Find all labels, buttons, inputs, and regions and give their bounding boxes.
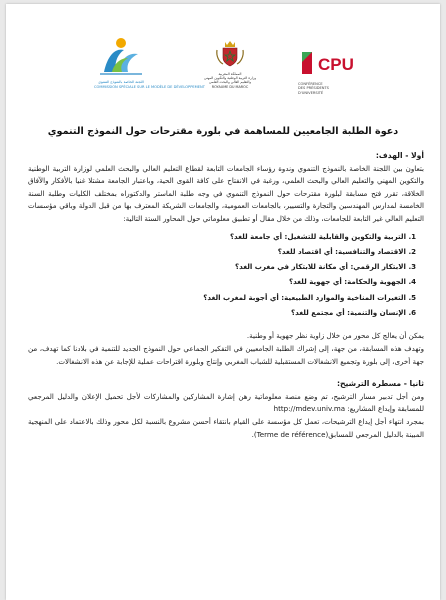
section-procedure-heading: ثانيا - مسطرة الترشيح: bbox=[337, 379, 424, 389]
section-objective-paragraph: بتعاون بين اللجنة الخاصة بالنموذج التنموي وندوة رؤساء الجامعات التابعة لقطاع التعليم العالي والبحث العلمي لوزارة التربية الوطنية والتكوين المهني والتعليم العالي والبحث العلمي، ورغبة في الانفتاح على كافة القوى الحية، وباعتبار الجامعة مشتلا غنيا بالأفكار والآفاق الخلاقة، تقرر فتح مسابقة لبلورة مقترحات حول النموذج التنموي في وجه طلبة الماستر والدكتوراه بمختلف الكليات وطلبة السنة الخامسة لمدارس المهندسين والتجارة والتسيير، بالجامعات العمومية، والجامعات الشريكة المعترف بها من قبل الدولة وباقي مؤسسات التعليم العالي غير التابعة للجامعات، وذلك من خلال مقال أو تطبيق معلوماتي حول المحاور الستة التالية: bbox=[28, 163, 424, 223]
platform-url-link[interactable]: http://mdev.univ.ma bbox=[273, 404, 346, 414]
axes-list bbox=[28, 229, 424, 321]
document-body bbox=[28, 150, 424, 441]
royal-crest-icon bbox=[213, 40, 247, 68]
axis-item-6: 6. الإنسان والتنمية: أي مجتمع للغد؟ bbox=[28, 305, 406, 320]
cpu-logo-text: CPU bbox=[318, 55, 354, 74]
procedure-text-start: ومن أجل تدبير مسار الترشيح، تم وضع منصة معلوماتية رهن إشارة المشاركين والمشاركات لأجل تحميل الإعلان والدليل المرجعي للمسابقة وإيداع المشاريع: bbox=[28, 391, 424, 414]
selection-paragraph: بمجرد انتهاء أجل إيداع الترشيحات، تعمل كل مؤسسة على القيام بانتقاء أحسن مشروع بالنسبة لكل محور وذلك بالاعتماد على المنهجية المبينة بالدليل المرجعي للمسابق(Terme de référence). bbox=[28, 416, 424, 439]
ministry-caption-3: والتعليم العالي والبحث العلمي bbox=[208, 80, 252, 85]
commission-logo bbox=[94, 36, 205, 96]
competition-goal-paragraph: وتهدف هذه المسابقة، من جهة، إلى إشراك الطلبة الجامعيين في التفكير الجماعي حول النموذج الجديد للتنمية في بلادنا كما تهدف، من جهة أخرى، إلى بلورة وتجميع الانشغالات المستقبلية للشباب المغربي وإنتاج وبلورة اقتراحات عملية للإجابة عن هذه الانشغالات. bbox=[28, 343, 424, 366]
commission-caption-fr: COMMISSION SPÉCIALE SUR LE MODÈLE DE DÉVELOPPEMENT bbox=[94, 84, 205, 89]
axis-item-1: 1. التربية والتكوين والقابلية للتشغيل: أي جامعة للغد؟ bbox=[28, 229, 406, 244]
section-procedure-paragraph bbox=[28, 391, 424, 416]
cpu-caption-2: DES PRÉSIDENTS bbox=[298, 86, 329, 91]
cpu-caption-1: CONFÉRENCE bbox=[298, 82, 323, 86]
cpu-emblem-icon bbox=[298, 48, 358, 78]
header bbox=[6, 4, 440, 120]
commission-caption-ar: اللجنة الخاصة بالنموذج التنموي bbox=[98, 80, 144, 84]
cpu-logo bbox=[298, 48, 358, 94]
document-title: دعوة الطلبة الجامعيين للمساهمة في بلورة مقترحات حول النموذج التنموي bbox=[47, 126, 399, 137]
cpu-caption-3: D'UNIVERSITÉ bbox=[298, 90, 324, 95]
ministry-logo bbox=[184, 40, 276, 98]
axis-item-3: 3. الابتكار الرقمي: أي مكانة للابتكار في مغرب الغد؟ bbox=[28, 259, 406, 274]
axes-note-paragraph: يمكن أن يعالج كل محور من خلال زاوية نظر جهوية أو وطنية. bbox=[246, 331, 424, 341]
axis-item-2: 2. الاقتصاد والتنافسية: أي اقتصاد للغد؟ bbox=[28, 244, 406, 259]
ministry-caption-4: ROYAUME DU MAROC bbox=[211, 84, 249, 89]
ministry-caption-1: المملكة المغربية bbox=[218, 72, 242, 76]
commission-emblem-icon bbox=[94, 36, 148, 76]
section-objective-heading: أولا - الهدف: bbox=[375, 151, 424, 160]
document-page bbox=[6, 4, 440, 600]
axis-item-5: 5. التغيرات المناخية والموارد الطبيعية: أي أجوبة لمغرب الغد؟ bbox=[28, 290, 406, 305]
ministry-caption-2: وزارة التربية الوطنية والتكوين المهني bbox=[203, 76, 257, 81]
axis-item-4: 4. الجهوية والحكامة: أي جهوية للغد؟ bbox=[28, 274, 406, 289]
